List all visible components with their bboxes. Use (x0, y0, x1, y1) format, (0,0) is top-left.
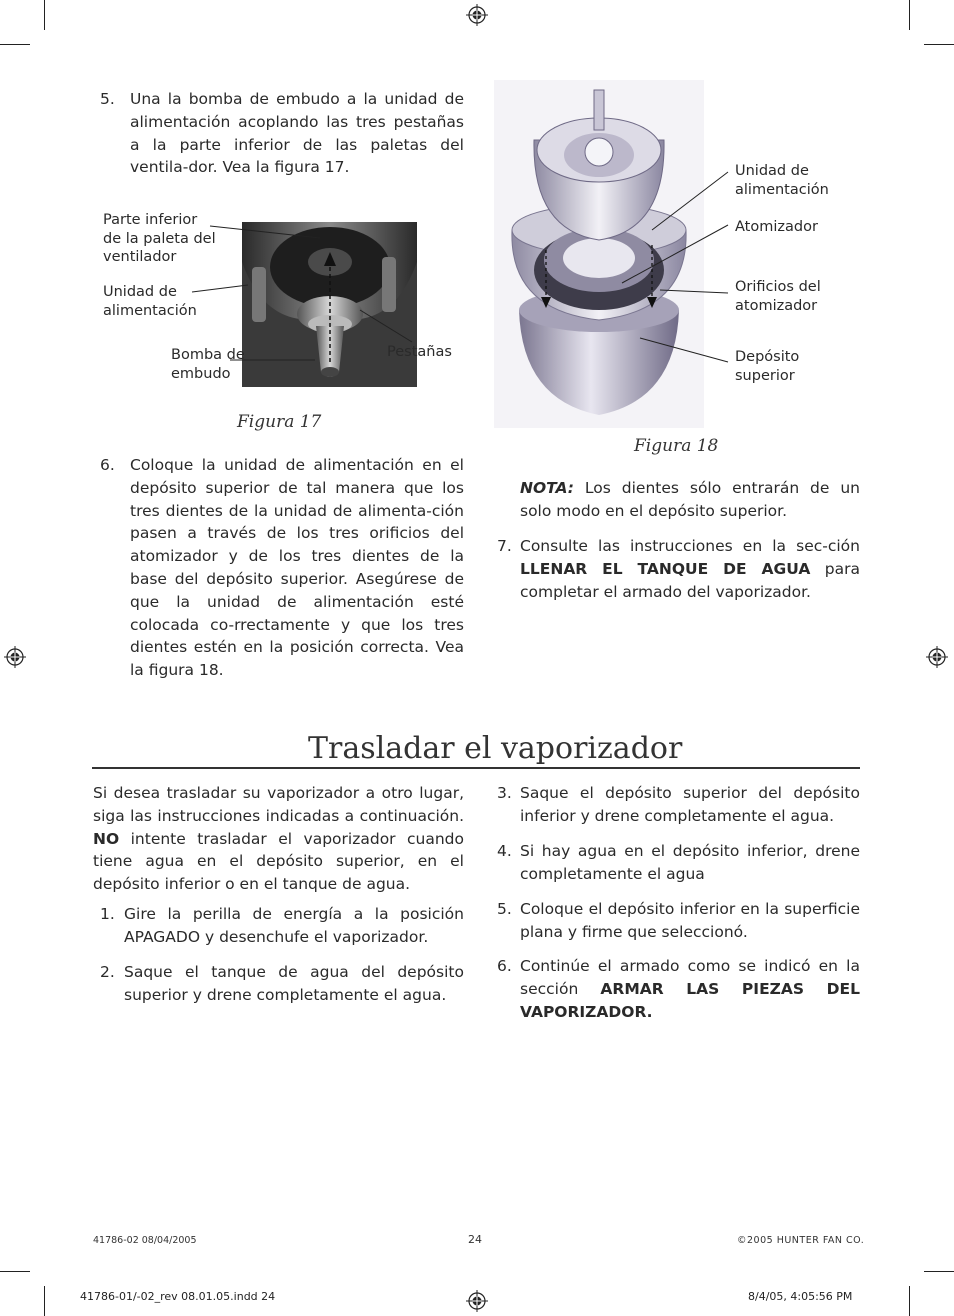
label-power-unit: Unidad de alimentación (103, 284, 197, 319)
step-text (520, 955, 860, 1023)
registration-mark-icon (4, 646, 26, 668)
label-atomizer-holes: Orificios del atomizador (735, 279, 821, 314)
intro-text: Si desea trasladar su vaporizador a otro lugar, siga las instrucciones indicadas a continuación. (93, 784, 464, 825)
step-number: 5. (100, 90, 115, 108)
step-number: 3. (497, 784, 512, 802)
crop-mark (909, 1286, 910, 1316)
slug-file: 41786-01/-02_rev 08.01.05.indd 24 (80, 1290, 276, 1303)
registration-mark-icon (466, 1290, 488, 1312)
page-number: 24 (468, 1233, 482, 1246)
footer-copyright: ©2005 HUNTER FAN CO. (737, 1235, 865, 1246)
step-number: 2. (100, 963, 115, 981)
step-text: Gire la perilla de energía a la posición APAGADO y desenchufe el vaporizador. (124, 905, 464, 946)
step-text (520, 535, 860, 603)
figure-17-caption: Figura 17 (237, 412, 322, 432)
step-number: 6. (100, 456, 115, 474)
step-text: Coloque el depósito inferior en la superficie plana y firme que seleccionó. (520, 900, 860, 941)
label-fan-bottom: Parte inferior de la paleta del ventilador (103, 212, 216, 265)
step-7-text: Consulte las instrucciones en la sec-ción (520, 537, 860, 555)
footer-code: 41786-02 08/04/2005 (93, 1235, 197, 1246)
step-number: 5. (497, 900, 512, 918)
step-7-section-ref: LLENAR EL TANQUE DE AGUA (520, 559, 811, 578)
step-number: 1. (100, 905, 115, 923)
step-6-text: Continúe el armado como se indicó en la sección (520, 957, 860, 998)
intro-warning: NO (93, 829, 120, 848)
step-text: Coloque la unidad de alimentación en el depósito superior de tal manera que los tres dientes de la unidad de alimenta-ción pasen a través de los tres orificios del atomizador y de los tres dientes de la base del depósito superior. Asegúrese de que la unidad de alimentación esté colocada co-rrectamente y que los tres dientes estén en la posición correcta. Vea la figura 18. (130, 456, 464, 680)
label-atomizer: Atomizador (735, 219, 818, 235)
step-number: 4. (497, 842, 512, 860)
crop-mark (0, 1271, 30, 1272)
step-number: 6. (497, 957, 512, 975)
step-text: Saque el depósito superior del depósito inferior y drene completamente el agua. (520, 784, 860, 825)
step-7-text-end: para completar el armado del vaporizador. (520, 559, 860, 601)
registration-mark-icon (926, 646, 948, 668)
step-6-section-ref: ARMAR LAS PIEZAS DEL VAPORIZADOR. (520, 979, 860, 1021)
slug-datetime: 8/4/05, 4:05:56 PM (748, 1290, 853, 1303)
step-text: Una la bomba de embudo a la unidad de alimentación acoplando las tres pestañas a la parte inferior de las paletas del ventila-dor. Vea la figura 17. (130, 90, 464, 177)
crop-mark (44, 1286, 45, 1316)
label-upper-tank: Depósito superior (735, 349, 800, 384)
note (520, 477, 860, 523)
intro-text-end: intente trasladar el vaporizador cuando tiene agua en el depósito superior, en el depósito inferior o en el tanque de agua. (93, 829, 464, 894)
section-intro (93, 782, 464, 896)
label-funnel-pump: Bomba de embudo (171, 347, 245, 382)
step-text: Si hay agua en el depósito inferior, drene completamente el agua (520, 842, 860, 883)
section-rule (92, 767, 860, 769)
figure-18-caption: Figura 18 (634, 436, 719, 456)
note-text: Los dientes sólo entrarán de un solo modo en el depósito superior. (520, 479, 860, 520)
section-title: Trasladar el vaporizador (308, 731, 683, 766)
note-label: NOTA: (520, 479, 575, 497)
step-text: Saque el tanque de agua del depósito superior y drene completamente el agua. (124, 963, 464, 1004)
crop-mark (924, 1271, 954, 1272)
label-tabs: Pestañas (387, 344, 452, 360)
step-number: 7. (497, 537, 512, 555)
label-power-unit-18: Unidad de alimentación (735, 163, 829, 198)
